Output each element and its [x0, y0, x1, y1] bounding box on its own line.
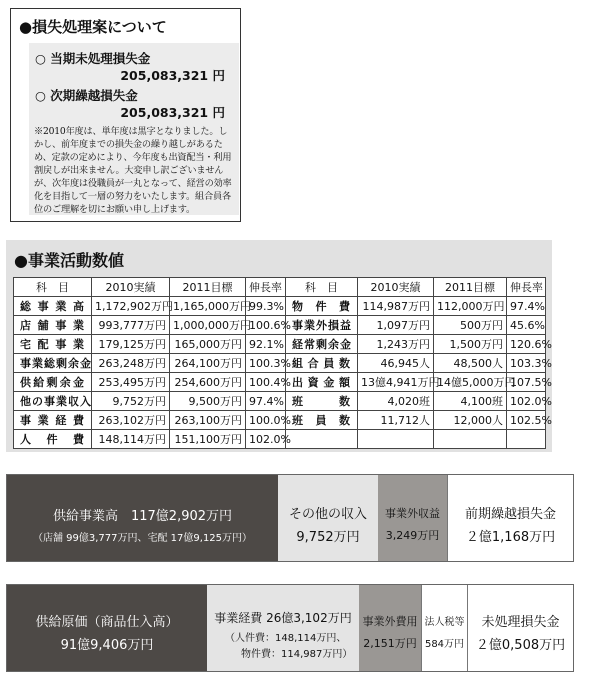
table-cell: 263,248万円 [92, 354, 170, 373]
table-cell: 102.0% [507, 392, 546, 411]
income-breakdown-bar [6, 474, 574, 562]
operating-expense-detail-1: （人件費：148,114万円、 [225, 633, 347, 644]
header-cell: 科 目 [286, 278, 358, 297]
table-cell: 102.5% [507, 411, 546, 430]
other-income-segment [278, 475, 378, 561]
table-cell: 48,500人 [434, 354, 507, 373]
activity-section-title: ●事業活動数値 [14, 251, 124, 270]
prior-loss-label: 前期繰越損失金 [464, 507, 556, 522]
nonop-income-value: 3,249万円 [385, 529, 440, 542]
table-row [14, 392, 546, 411]
activity-figures-panel [6, 240, 552, 452]
table-cell: 100.0% [246, 411, 286, 430]
table-cell: 165,000万円 [170, 335, 246, 354]
table-cell: 13億4,941万円 [358, 373, 434, 392]
unprocessed-loss-value: ２億0,508万円 [475, 638, 566, 653]
other-income-label: その他の収入 [288, 507, 367, 522]
operating-expense-segment [207, 585, 359, 671]
table-cell: 120.6% [507, 335, 546, 354]
header-cell: 2010実績 [92, 278, 170, 297]
table-cell: 263,100万円 [170, 411, 246, 430]
table-cell [507, 430, 546, 449]
nonop-expense-label: 事業外費用 [362, 615, 418, 628]
table-cell: 112,000万円 [434, 297, 507, 316]
table-cell: 97.4% [507, 297, 546, 316]
table-cell [358, 430, 434, 449]
table-cell: 店舗事業 [14, 316, 92, 335]
table-row [14, 373, 546, 392]
unprocessed-loss-segment [467, 585, 573, 671]
next-loss-amount: 205,083,321 円 [120, 105, 225, 120]
table-cell: 148,114万円 [92, 430, 170, 449]
table-cell: 供給剰余金 [14, 373, 92, 392]
table-cell: 92.1% [246, 335, 286, 354]
table-cell: 107.5% [507, 373, 546, 392]
cost-of-goods-value: 91億9,406万円 [60, 638, 154, 653]
table-cell: 物件費 [286, 297, 358, 316]
table-cell: 11,712人 [358, 411, 434, 430]
current-loss-label: ○ 当期未処理損失金 [35, 51, 151, 66]
nonop-income-label: 事業外収益 [385, 507, 440, 520]
operating-expense-detail-2: 物件費：114,987万円） [241, 649, 353, 660]
table-cell: 経常剰余金 [286, 335, 358, 354]
table-cell: 45.6% [507, 316, 546, 335]
table-cell: 12,000人 [434, 411, 507, 430]
table-row [14, 297, 546, 316]
header-cell: 伸長率 [507, 278, 546, 297]
header-cell: 2011目標 [170, 278, 246, 297]
table-cell: 102.0% [246, 430, 286, 449]
supply-revenue-title: 供給事業高 117億2,902万円 [52, 509, 233, 524]
table-row [14, 430, 546, 449]
loss-handling-box [10, 8, 241, 222]
next-loss-label: ○ 次期繰越損失金 [35, 88, 138, 103]
table-cell: 500万円 [434, 316, 507, 335]
activity-table [13, 277, 552, 449]
table-cell: 254,600万円 [170, 373, 246, 392]
expense-breakdown-bar [6, 584, 574, 672]
table-cell: 46,945人 [358, 354, 434, 373]
loss-note: ※2010年度は、単年度は黒字となりました。しかし、前年度までの損失金の繰り越しがあるため、定款の定めにより、今年度も出資配当・利用割戻しが出来ません。大変申し訳ございませんが、次年度は役職員が一丸となって、経営の効率化を目指して一層の努力をいたします。組合員各位のご理解を切にお願い申し上げます。 [34, 126, 232, 215]
table-cell: 事業外損益 [286, 316, 358, 335]
table-cell [286, 430, 358, 449]
table-cell: 100.6% [246, 316, 286, 335]
table-cell: 事業総剰余金 [14, 354, 92, 373]
table-cell: 1,097万円 [358, 316, 434, 335]
cost-of-goods-segment [7, 585, 207, 671]
table-cell: 班数 [286, 392, 358, 411]
table-cell: 1,165,000万円 [170, 297, 246, 316]
header-cell: 2011目標 [434, 278, 507, 297]
unprocessed-loss-label: 未処理損失金 [481, 615, 560, 630]
table-cell: 4,100班 [434, 392, 507, 411]
table-cell: 9,752万円 [92, 392, 170, 411]
table-cell: 14億5,000万円 [434, 373, 507, 392]
header-cell: 科 目 [14, 278, 92, 297]
table-cell: 99.3% [246, 297, 286, 316]
table-cell: 4,020班 [358, 392, 434, 411]
nonop-expense-segment [359, 585, 421, 671]
table-cell: 組合員数 [286, 354, 358, 373]
supply-revenue-segment [7, 475, 278, 561]
table-cell: 総事業高 [14, 297, 92, 316]
table-cell: 班員数 [286, 411, 358, 430]
table-cell: 100.3% [246, 354, 286, 373]
loss-section-title: ●損失処理案について [19, 18, 167, 36]
nonop-income-segment [378, 475, 447, 561]
prior-loss-segment [447, 475, 573, 561]
table-cell: 114,987万円 [358, 297, 434, 316]
corporate-tax-value: 584万円 [424, 639, 465, 650]
table-cell: 人件費 [14, 430, 92, 449]
table-cell: 1,000,000万円 [170, 316, 246, 335]
table-cell: 宅配事業 [14, 335, 92, 354]
table-cell: 263,102万円 [92, 411, 170, 430]
table-cell: 事業経費 [14, 411, 92, 430]
other-income-value: 9,752万円 [296, 530, 360, 545]
operating-expense-title: 事業経費 26億3,102万円 [214, 611, 352, 625]
loss-panel [29, 43, 239, 215]
current-loss-amount: 205,083,321 円 [120, 68, 225, 83]
table-cell: 253,495万円 [92, 373, 170, 392]
table-cell: 1,500万円 [434, 335, 507, 354]
table-row [14, 316, 546, 335]
header-cell: 伸長率 [246, 278, 286, 297]
table-cell [434, 430, 507, 449]
table-row [14, 335, 546, 354]
table-cell: 9,500万円 [170, 392, 246, 411]
cost-of-goods-label: 供給原価（商品仕入高） [35, 615, 179, 630]
table-cell: 出資金額 [286, 373, 358, 392]
header-cell: 2010実績 [358, 278, 434, 297]
table-cell: 179,125万円 [92, 335, 170, 354]
corporate-tax-label: 法人税等 [424, 617, 465, 628]
table-cell: 993,777万円 [92, 316, 170, 335]
corporate-tax-segment [421, 585, 467, 671]
table-cell: 他の事業収入 [14, 392, 92, 411]
nonop-expense-value: 2,151万円 [363, 637, 417, 650]
table-cell: 97.4% [246, 392, 286, 411]
table-cell: 264,100万円 [170, 354, 246, 373]
table-cell: 103.3% [507, 354, 546, 373]
table-row [14, 411, 546, 430]
table-cell: 1,172,902万円 [92, 297, 170, 316]
table-header-row [14, 278, 546, 297]
table-cell: 151,100万円 [170, 430, 246, 449]
table-cell: 100.4% [246, 373, 286, 392]
table-row [14, 354, 546, 373]
table-cell: 1,243万円 [358, 335, 434, 354]
prior-loss-value: ２億1,168万円 [465, 530, 556, 545]
supply-revenue-breakdown: （店舗 99億3,777万円、宅配 17億9,125万円） [32, 533, 253, 544]
